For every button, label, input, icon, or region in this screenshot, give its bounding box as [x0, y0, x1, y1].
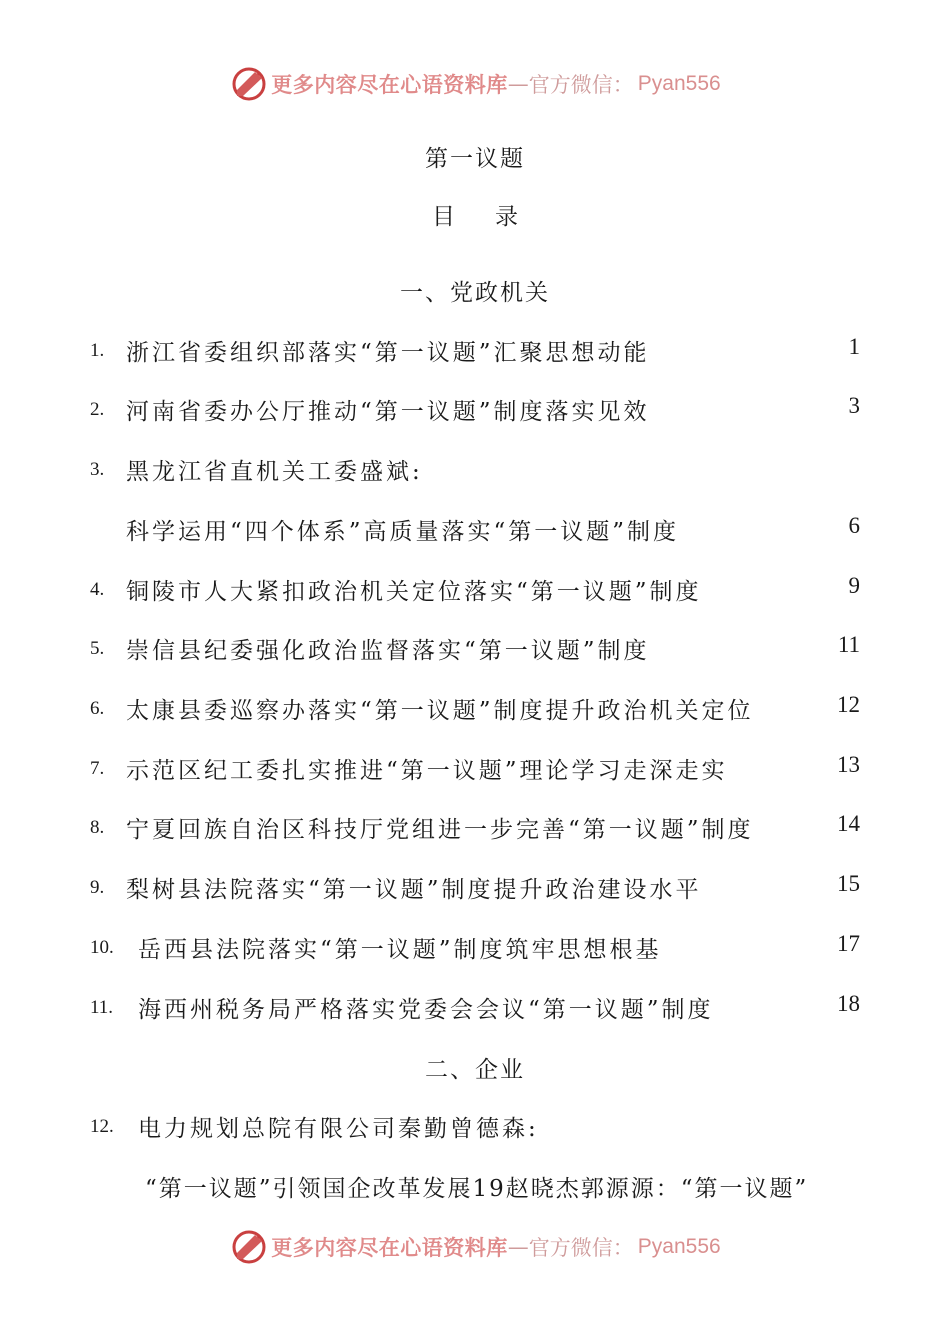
entry-page: 14	[837, 811, 860, 836]
entry-text: 梨树县法院落实“第一议题”制度提升政治建设水平	[126, 877, 702, 903]
entry-page: 17	[837, 931, 860, 956]
entry-text: 浙江省委组织部落实“第一议题”汇聚思想动能	[126, 340, 650, 366]
toc-entry-4[interactable]	[90, 573, 860, 607]
toc-entry-6[interactable]	[90, 692, 860, 726]
toc-heading	[0, 198, 950, 231]
entry-text: 电力规划总院有限公司秦勤曾德森:	[138, 1116, 539, 1142]
toc-entry-12-continued[interactable]	[145, 1170, 870, 1204]
entry-page: 3	[848, 393, 860, 418]
entry-number: 1.	[90, 340, 105, 361]
entry-text: 科学运用“四个体系”高质量落实“第一议题”制度	[126, 519, 680, 545]
toc-entry-1[interactable]	[90, 334, 860, 368]
toc-entry-2[interactable]	[90, 393, 860, 427]
watermark-separator: —	[507, 72, 529, 96]
entry-page: 9	[848, 573, 860, 598]
toc-entry-3-continued[interactable]	[90, 513, 860, 547]
section-heading-government: 一、党政机关	[400, 280, 550, 306]
entry-page: 18	[837, 991, 860, 1016]
watermark-label: 官方微信：	[528, 1236, 634, 1260]
entry-text: 宁夏回族自治区科技厅党组进一步完善“第一议题”制度	[126, 817, 754, 843]
entry-number: 11.	[90, 997, 114, 1018]
entry-number: 8.	[90, 817, 105, 838]
watermark-label: 官方微信：	[528, 73, 634, 97]
entry-page: 1	[848, 334, 860, 359]
toc-entry-7[interactable]	[90, 752, 860, 786]
pen-logo-icon	[229, 1227, 269, 1267]
entry-text: 河南省委办公厅推动“第一议题”制度落实见效	[126, 399, 650, 425]
watermark-separator: —	[507, 1235, 529, 1259]
entry-text: 示范区纪工委扎实推进“第一议题”理论学习走深走实	[126, 758, 728, 784]
watermark-brand: 更多内容尽在心语资料库	[271, 1235, 508, 1260]
watermark-banner-bottom	[0, 1227, 950, 1267]
toc-heading-left: 目	[432, 204, 455, 230]
toc-entry-11[interactable]	[90, 991, 860, 1025]
entry-number: 3.	[90, 459, 105, 480]
entry-number: 6.	[90, 698, 105, 719]
entry-text: 海西州税务局严格落实党委会会议“第一议题”制度	[138, 997, 714, 1023]
section-heading-enterprise: 二、企业	[425, 1057, 525, 1083]
entry-text: “第一议题”引领国企改革发展19赵晓杰郭源源：“第一议题”	[145, 1176, 809, 1202]
toc-entry-12[interactable]	[90, 1110, 860, 1144]
entry-text: 岳西县法院落实“第一议题”制度筑牢思想根基	[138, 937, 662, 963]
toc-entry-5[interactable]	[90, 632, 860, 666]
entry-number: 2.	[90, 399, 105, 420]
document-title: 第一议题	[425, 146, 525, 172]
entry-page: 11	[837, 632, 860, 657]
entry-page: 12	[837, 692, 860, 717]
toc-entry-3[interactable]	[90, 453, 860, 487]
toc-entry-10[interactable]	[90, 931, 860, 965]
entry-number: 7.	[90, 758, 105, 779]
watermark-id: Pyan556	[637, 72, 721, 95]
entry-text: 太康县委巡察办落实“第一议题”制度提升政治机关定位	[126, 698, 754, 724]
entry-number: 5.	[90, 638, 105, 659]
entry-page: 6	[848, 513, 860, 538]
entry-text: 黑龙江省直机关工委盛斌:	[126, 459, 423, 485]
watermark-id: Pyan556	[637, 1235, 721, 1258]
entry-page: 15	[837, 871, 860, 896]
entry-number: 12.	[90, 1116, 114, 1137]
entry-number: 4.	[90, 579, 105, 600]
watermark-brand: 更多内容尽在心语资料库	[271, 72, 508, 97]
entry-page: 13	[837, 752, 860, 777]
entry-text: 崇信县纪委强化政治监督落实“第一议题”制度	[126, 638, 650, 664]
pen-logo-icon	[229, 64, 269, 104]
toc-heading-right: 录	[495, 204, 518, 230]
watermark-banner-top	[0, 64, 950, 104]
entry-number: 9.	[90, 877, 105, 898]
entry-number: 10.	[90, 937, 114, 958]
toc-entry-9[interactable]	[90, 871, 860, 905]
entry-text: 铜陵市人大紧扣政治机关定位落实“第一议题”制度	[126, 579, 702, 605]
toc-entry-8[interactable]	[90, 811, 860, 845]
